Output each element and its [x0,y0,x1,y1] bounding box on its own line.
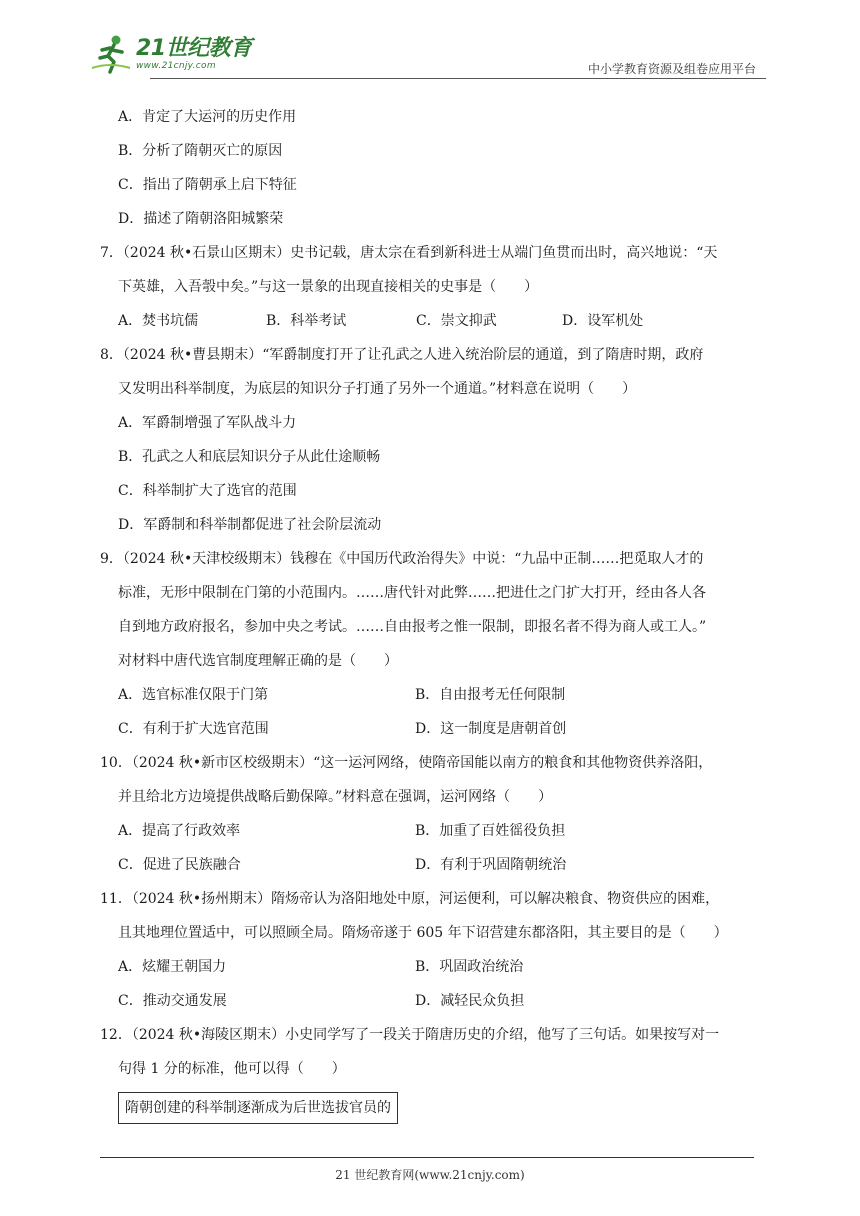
runner-logo-icon [90,32,134,76]
q7-option-d: D．设军机处 [562,313,644,329]
q10-options-row-2 [100,848,760,882]
q11-option-c: C．推动交通发展 [118,993,227,1009]
q12-stem-line-1: 12．（2024 秋•海陵区期末）小史同学写了一段关于隋唐历史的介绍，他写了三句话。如果按写对一 [100,1027,720,1043]
q7-options [100,304,760,338]
q9-stem-line-3: 自到地方政府报名，参加中央之考试。……自由报考之惟一限制，即报名者不得为商人或工人。” [118,619,707,635]
q10-option-c: C．促进了民族融合 [118,857,241,873]
q7-stem-line-2: 下英雄，入吾彀中矣。”与这一景象的出现直接相关的史事是（ ） [118,279,539,295]
footer-divider [100,1157,754,1158]
q8-option-d: D．军爵制和科举制都促进了社会阶层流动 [118,517,382,533]
q10-option-b: B．加重了百姓徭役负担 [415,823,566,839]
q9-option-d: D．这一制度是唐朝首创 [415,721,567,737]
q9-option-c: C．有利于扩大选官范围 [118,721,269,737]
q9-option-b: B．自由报考无任何限制 [415,687,566,703]
q10-option-a: A．提高了行政效率 [118,823,241,839]
q12-stem-line-2: 句得 1 分的标准，他可以得（ ） [118,1061,346,1077]
q8-option-c: C．科举制扩大了选官的范围 [118,483,297,499]
q10-options-row-1 [100,814,760,848]
q8-option-b: B．孔武之人和底层知识分子从此仕途顺畅 [118,449,381,465]
page-header [90,30,766,80]
logo-wordmark: 21世纪教育 [136,35,252,61]
q11-option-d: D．减轻民众负担 [415,993,525,1009]
q8-stem-line-1: 8．（2024 秋•曹县期末）“军爵制度打开了让孔武之人进入统治阶层的通道，到了隋唐时期，政府 [100,347,704,363]
q7-stem-line-1: 7．（2024 秋•石景山区期末）史书记载，唐太宗在看到新科进士从端门鱼贯而出时，高兴地说：“天 [100,245,718,261]
q9-options-row-2 [100,712,760,746]
q11-stem-line-2: 且其地理位置适中，可以照顾全局。隋炀帝遂于 605 年下诏营建东都洛阳，其主要目的是（ ） [118,925,728,941]
q7-option-b: B．科举考试 [266,313,347,329]
q9-stem-line-4: 对材料中唐代选官制度理解正确的是（ ） [118,653,398,669]
site-logo[interactable] [90,32,252,76]
platform-name: 中小学教育资源及组卷应用平台 [587,62,756,76]
q10-option-d: D．有利于巩固隋朝统治 [415,857,567,873]
header-divider [150,78,766,79]
exam-content [100,100,760,1125]
q9-stem-line-1: 9．（2024 秋•天津校级期末）钱穆在《中国历代政治得失》中说：“九品中正制……把觅取人才的 [100,551,704,567]
q9-option-a: A．选官标准仅限于门第 [118,687,269,703]
q7-option-a: A．焚书坑儒 [118,313,199,329]
q6-option-c: C．指出了隋朝承上启下特征 [118,177,297,193]
q10-stem-line-1: 10．（2024 秋•新市区校级期末）“这一运河网络，使隋帝国能以南方的粮食和其他物资供养洛阳， [100,755,713,771]
q11-option-b: B．巩固政治统治 [415,959,524,975]
q8-option-a: A．军爵制增强了军队战斗力 [118,415,297,431]
q8-stem-line-2: 又发明出科举制度，为底层的知识分子打通了另外一个通道。”材料意在说明（ ） [118,381,637,397]
q11-option-a: A．炫耀王朝国力 [118,959,227,975]
q6-option-d: D．描述了隋朝洛阳城繁荣 [118,211,284,227]
page-footer: 21 世纪教育网(www.21cnjy.com) [335,1168,525,1182]
q6-option-a: A．肯定了大运河的历史作用 [118,109,297,125]
logo-url: www.21cnjy.com [136,60,216,71]
q9-stem-line-2: 标准，无形中限制在门第的小范围内。……唐代针对此弊……把进仕之门扩大打开，经由各人各 [118,585,706,601]
q9-options-row-1 [100,678,760,712]
q11-options-row-2 [100,984,760,1018]
q11-options-row-1 [100,950,760,984]
q11-stem-line-1: 11．（2024 秋•扬州期末）隋炀帝认为洛阳地处中原，河运便利，可以解决粮食、物资供应的困难， [100,891,720,907]
q12-boxed-statement: 隋朝创建的科举制逐渐成为后世选拔官员的 [118,1092,398,1124]
q10-stem-line-2: 并且给北方边境提供战略后勤保障。”材料意在强调，运河网络（ ） [118,789,553,805]
q7-option-c: C．崇文抑武 [416,313,497,329]
q6-option-b: B．分析了隋朝灭亡的原因 [118,143,283,159]
